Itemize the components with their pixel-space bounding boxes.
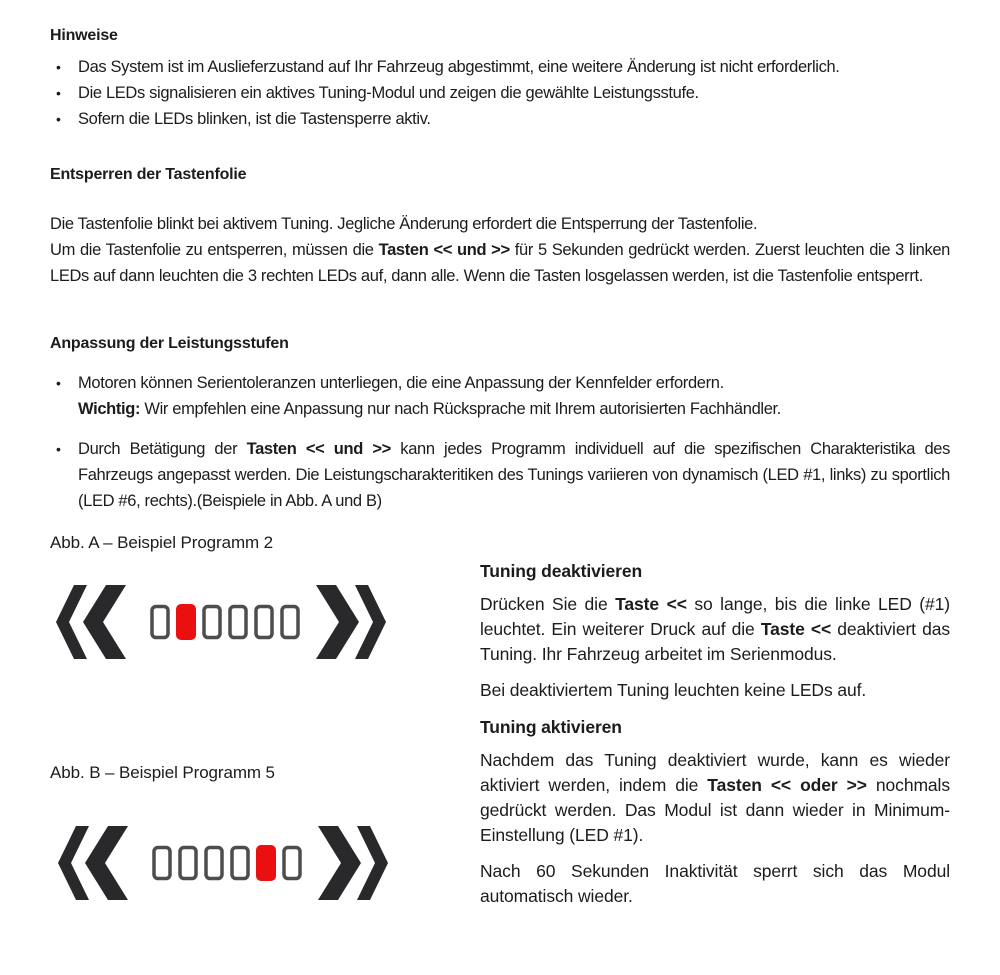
chevron-left-outer-icon (58, 826, 89, 900)
chevron-right-outer-icon (355, 585, 386, 659)
figure-a-caption: Abb. A – Beispiel Programm 2 (50, 533, 274, 552)
section-title-anpassung: Anpassung der Leistungsstufen (50, 335, 289, 352)
paragraph-text: Um die Tastenfolie zu entsperren, müssen die (50, 241, 379, 259)
led-indicator-off (256, 607, 272, 638)
led-indicator-off (282, 607, 298, 638)
paragraph-text: Nachdem das Tuning deaktiviert wurde, kann es wieder aktiviert werden, indem die (480, 750, 950, 795)
led-indicator-off (152, 607, 168, 638)
section-title-aktivieren: Tuning aktivieren (480, 717, 622, 737)
paragraph-text: nochmals gedrückt werden. Das Modul ist dann wieder in Minimum-Einstellung (LED #1). (480, 775, 950, 845)
led-indicator-active (176, 604, 196, 640)
led-indicator-off (284, 848, 300, 879)
aktivieren-note: Nach 60 Sekunden Inaktivität sperrt sich das Modul automatisch wieder. (480, 861, 950, 906)
led-display-graphic (57, 815, 389, 911)
led-indicator-off (154, 848, 170, 879)
list-item (50, 436, 950, 514)
anpassung-item-text: kann jedes Programm individuell auf die spezifischen Charakteristika des Fahrzeugs angepasst werden. Die Leistungscharakteritiken des Tunings variieren von dynamisch (LED #1, links) zu sportlich (LED #6, rechts).(Beispiele in Abb. A und B) (78, 440, 951, 510)
bold-keys-text: Taste << (760, 619, 832, 639)
paragraph-text: deaktiviert das Tuning. Ihr Fahrzeug arbeitet im Serienmodus. (480, 619, 950, 664)
bullet-icon: • (56, 59, 61, 75)
hinweise-item-text: Sofern die LEDs blinken, ist die Tastensperre aktiv. (78, 110, 431, 128)
chevron-right-inner-icon (316, 585, 359, 659)
led-display-figure-b (57, 815, 389, 916)
chevron-right-inner-icon (318, 826, 361, 900)
hinweise-item-text: Das System ist im Auslieferzustand auf Ihr Fahrzeug abgestimmt, eine weitere Änderung ist nicht erforderlich. (78, 58, 840, 76)
deaktivieren-note: Bei deaktiviertem Tuning leuchten keine LEDs auf. (480, 680, 867, 700)
list-item (50, 370, 950, 422)
chevron-left-inner-icon (85, 826, 128, 900)
led-indicator-active (256, 845, 276, 881)
bullet-icon: • (56, 441, 61, 457)
list-item (50, 106, 950, 132)
aktivieren-paragraph (480, 748, 950, 848)
list-item (50, 54, 950, 80)
led-indicator-off (206, 848, 222, 879)
led-indicator-off (232, 848, 248, 879)
paragraph-text: für 5 Sekunden gedrückt werden. Zuerst leuchten die 3 linken LEDs auf dann leuchten die 3 rechten LEDs auf, dann alle. Wenn die Tasten losgelassen werden, ist die Tastenfolie entsperrt. (50, 241, 951, 285)
bold-keys-text: Tasten << und >> (378, 241, 510, 259)
chevron-right-outer-icon (357, 826, 388, 900)
bold-keys-text: Tasten << oder >> (707, 775, 867, 795)
led-indicator-off (180, 848, 196, 879)
anpassung-item-text: Durch Betätigung der (78, 440, 247, 458)
section-title-entsperren: Entsperren der Tastenfolie (50, 166, 247, 183)
chevron-left-outer-icon (56, 585, 87, 659)
anpassung-list (50, 370, 950, 514)
list-item (50, 80, 950, 106)
hinweise-list (50, 54, 950, 132)
entsperren-line1: Die Tastenfolie blinkt bei aktivem Tuning. Jegliche Änderung erfordert die Entsperrung der Tastenfolie. (50, 215, 758, 233)
anpassung-item-text: Wir empfehlen eine Anpassung nur nach Rücksprache mit Ihrem autorisierten Fachhändler. (140, 400, 782, 418)
led-display-graphic (55, 574, 387, 670)
figures-and-instructions (50, 522, 950, 946)
section-title-deaktivieren: Tuning deaktivieren (480, 561, 643, 581)
bullet-icon: • (56, 85, 61, 101)
hinweise-item-text: Die LEDs signalisieren ein aktives Tuning-Modul und zeigen die gewählte Leistungsstufe. (78, 84, 699, 102)
figure-b-caption: Abb. B – Beispiel Programm 5 (50, 763, 275, 782)
bullet-icon: • (56, 111, 61, 127)
bullet-icon: • (56, 375, 61, 391)
led-display-figure-a (55, 574, 387, 675)
led-indicator-off (204, 607, 220, 638)
anpassung-item-text: Motoren können Serientoleranzen unterliegen, die eine Anpassung der Kennfelder erfordern. (78, 374, 724, 392)
led-indicator-off (230, 607, 246, 638)
section-title-hinweise: Hinweise (50, 27, 118, 44)
paragraph-text: so lange, bis die linke LED (#1) leuchtet. Ein weiterer Druck auf die (480, 594, 951, 639)
bold-keys-text: Taste << (615, 594, 687, 614)
instructions-column (480, 560, 950, 920)
deaktivieren-paragraph (480, 592, 950, 667)
wichtig-label: Wichtig: (78, 400, 141, 418)
paragraph-text: Drücken Sie die (480, 594, 616, 614)
bold-keys-text: Tasten << und >> (246, 440, 391, 458)
entsperren-paragraph (50, 237, 950, 289)
chevron-left-inner-icon (83, 585, 126, 659)
